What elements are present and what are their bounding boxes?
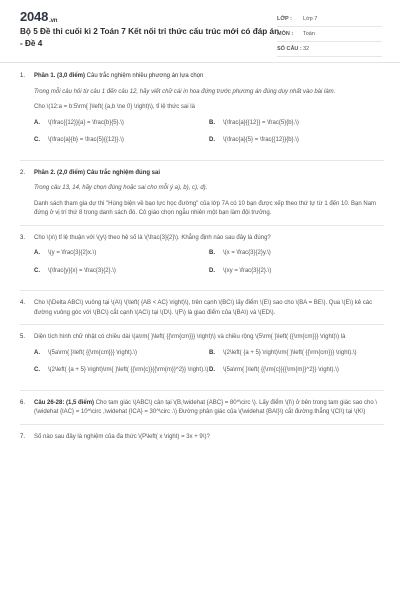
options — [34, 349, 384, 384]
option-text: \(\frac{y}{x} = \frac{3}{2}.\) — [48, 267, 116, 274]
option-b[interactable] — [209, 349, 384, 359]
divider — [20, 390, 384, 391]
meta-value: Lớp 7 — [303, 16, 318, 22]
instruction-note: Trong câu 13, 14, hãy chọn đúng hoặc sai cho mỗi ý a), b), c), d). — [34, 185, 208, 191]
option-b[interactable] — [209, 249, 384, 259]
option-label: D. — [209, 267, 215, 274]
section-title-bold: Phần 2. (2,0 điểm) Câu trắc nghiệm đúng sai — [34, 169, 161, 176]
meta-value: 32 — [303, 46, 310, 52]
question-stem: Cho \(12:a = b:5\rm{ }\left( {a,b \ne 0} \right)\), tỉ lệ thức sai là — [34, 104, 195, 110]
option-d[interactable] — [209, 136, 384, 146]
header — [0, 0, 400, 63]
option-text: \(5a\rm{ }\left( {{\rm{cm}}} \right).\) — [48, 349, 138, 356]
meta-label: LỚP : — [277, 16, 292, 22]
option-label: B. — [209, 349, 215, 356]
option-text: \(2\left( {a + 5} \right)\rm{ }\left( {{\rm{c}}{{\rm{m}}^2}} \right).\) — [48, 367, 209, 373]
question-list — [20, 72, 384, 442]
question-4 — [20, 299, 384, 318]
option-label: C. — [34, 267, 40, 274]
option-text: \(2\left( {a + 5} \right)\rm{ }\left( {{\rm{cm}}} \right).\) — [223, 349, 357, 356]
question-body — [34, 72, 384, 154]
page-title: Bộ 5 Đề thi cuối kì 2 Toán 7 Kết nối tri thức cấu trúc mới có đáp án - Đề 4 — [20, 27, 280, 48]
option-d[interactable] — [209, 267, 384, 277]
options — [34, 249, 384, 284]
question-paragraph: Danh sách tham gia dự thi "Hùng biện về bạo lực học đường" của lớp 7A có 10 bạn được xếp theo thứ tự từ 1 đến 10. Bạn Nam đứng ở vị trí thứ 8 trong danh sách đó. Cô giáo chọn ngẫu nhiên một bạn làm đội trưởng. — [34, 200, 377, 216]
question-stem: Cho \(x\) tỉ lệ thuận với \(y\) theo hệ số là \(\frac{3}{2}\). Khẳng định nào sau đây là đúng? — [34, 234, 271, 241]
meta-label: SỐ CÂU : — [277, 46, 302, 52]
option-label: D. — [209, 137, 215, 143]
meta-box — [277, 12, 382, 57]
question-number: 7. — [20, 433, 26, 440]
option-c[interactable] — [34, 366, 209, 376]
option-b[interactable] — [209, 119, 384, 129]
option-c[interactable] — [34, 267, 209, 277]
question-body — [34, 299, 384, 318]
option-label: C. — [34, 367, 40, 373]
question-number: 6. — [20, 399, 26, 406]
option-label: B. — [209, 119, 215, 126]
meta-label: MÔN : — [277, 31, 294, 37]
option-text: \(\frac{a}{5} = \frac{{12}}{b}.\) — [223, 137, 299, 143]
section-title-bold: Câu 26-28: (1,5 điểm) — [34, 399, 95, 406]
question-number: 1. — [20, 73, 26, 79]
option-text: \(xy = \frac{3}{2}.\) — [223, 267, 272, 274]
instruction-note: Trong mỗi câu hỏi từ câu 1 đến câu 12, hãy viết chữ cái in hoa đứng trước phương án đúng duy nhất vào bài làm. — [34, 88, 336, 95]
question-body — [34, 234, 384, 285]
question-3 — [20, 234, 384, 285]
section-title — [34, 169, 384, 179]
question-body — [34, 169, 384, 219]
option-a[interactable] — [34, 119, 209, 129]
option-label: C. — [34, 137, 40, 143]
divider — [20, 324, 384, 325]
divider — [20, 424, 384, 425]
question-stem: Cho \(\Delta ABC\) vuông tại \(A\) \(\left( {AB < AC} \right)\), trên cạnh \(BC\) lấy điểm \(E\) sao cho \(BA = BE\). Qua \(E\) kẻ các đường vuông góc với \(BC\) cắt cạnh \(AC\) tại \(D\). \(F\) là giao điểm của \(BA\) và \(ED\). — [34, 300, 373, 316]
question-6 — [20, 399, 384, 418]
question-5 — [20, 333, 384, 384]
question-1 — [20, 72, 384, 154]
option-text: \(5a\rm{ }\left( {{\rm{c}}{{\rm{m}}^2}} \right).\) — [223, 367, 339, 373]
meta-value: Toán — [303, 31, 315, 37]
question-number: 3. — [20, 234, 26, 241]
option-c[interactable] — [34, 136, 209, 146]
site-logo[interactable] — [20, 9, 57, 24]
question-stem-text: Cho tam giác \(ABC\) cân tại \(B,\widehat {ABC} = 80^\circ \). Lấy điểm \(I\) ở bên trong tam giác sao cho \(\widehat {IAC} = 10^\circ ,\widehat {ICA} = 30^\circ .\) Đường phân giác của \(\widehat {BAI}\) cắt đường thẳng \(CI\) tại \(K\) — [34, 399, 378, 415]
section-title-rest: Câu trắc nghiệm nhiều phương án lựa chọn — [85, 73, 204, 79]
question-body — [34, 433, 384, 443]
divider — [20, 225, 384, 226]
logo-text: 2048 — [20, 9, 49, 24]
option-text: \(y = \frac{3}{2}x.\) — [48, 250, 97, 256]
option-label: D. — [209, 367, 215, 373]
divider — [20, 290, 384, 291]
logo-suffix: .vn — [49, 18, 58, 24]
option-d[interactable] — [209, 366, 384, 376]
option-label: A. — [34, 349, 40, 356]
question-7 — [20, 433, 384, 443]
question-body — [34, 399, 384, 418]
question-number: 2. — [20, 169, 26, 176]
option-text: \(x = \frac{3}{2}y.\) — [223, 250, 271, 256]
meta-row-count — [277, 42, 382, 57]
option-a[interactable] — [34, 349, 209, 359]
question-2 — [20, 169, 384, 219]
meta-row-subject — [277, 27, 382, 42]
question-number: 4. — [20, 300, 26, 306]
section-title-bold: Phần 1. (3,0 điểm) — [34, 73, 86, 79]
question-body — [34, 333, 384, 384]
divider — [20, 160, 384, 161]
question-stem: Số nào sau đây là nghiệm của đa thức \(P\left( x \right) = 3x + 9\)? — [34, 433, 210, 440]
option-label: A. — [34, 250, 40, 256]
options — [34, 119, 384, 154]
option-text: \(\frac{a}{b} = \frac{5}{{12}}.\) — [48, 137, 124, 143]
section-title — [34, 72, 384, 82]
option-text: \(\frac{{12}}{a} = \frac{b}{5}.\) — [48, 119, 124, 126]
option-text: \(\frac{a}{{12}} = \frac{5}{b}.\) — [223, 119, 299, 126]
option-label: B. — [209, 250, 215, 256]
meta-row-class — [277, 12, 382, 27]
option-a[interactable] — [34, 249, 209, 259]
question-stem — [34, 399, 384, 418]
question-number: 5. — [20, 334, 26, 340]
question-stem: Diện tích hình chữ nhật có chiều dài \(a\rm{ }\left( {{\rm{cm}}} \right)\) và chiều rộng \(5\rm{ }\left( {{\rm{cm}}} \right)\) là — [34, 334, 346, 340]
option-label: A. — [34, 119, 40, 126]
